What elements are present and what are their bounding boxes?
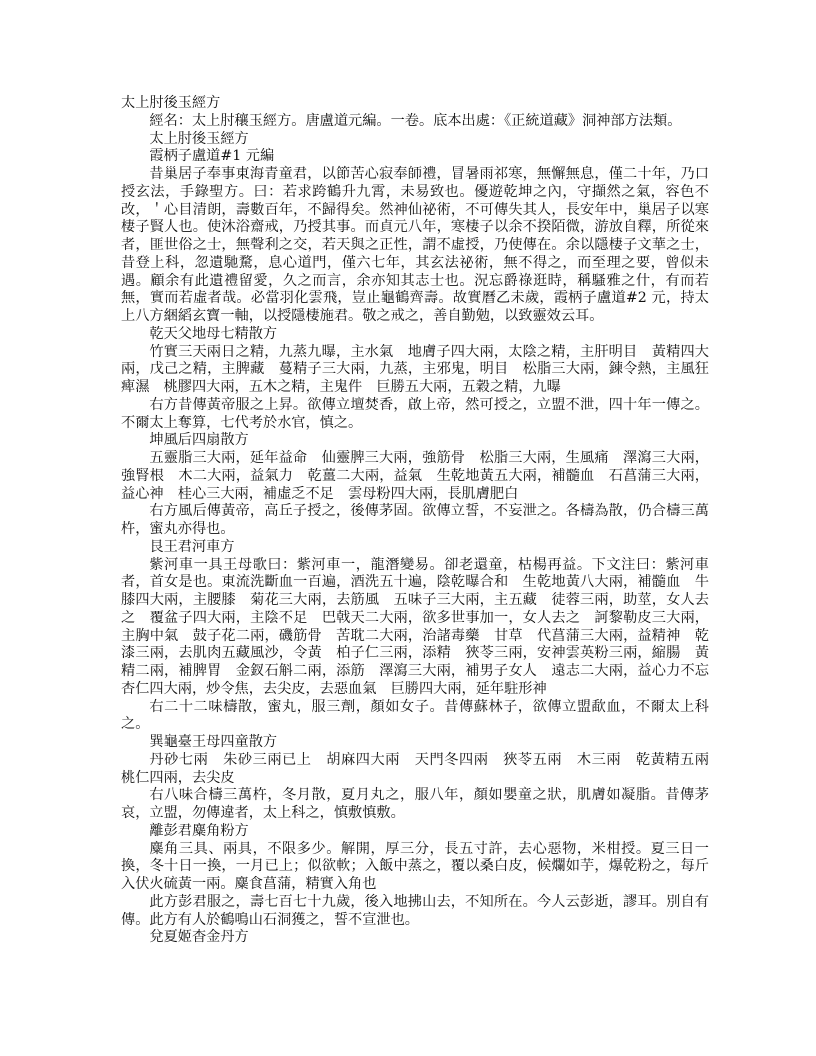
ingredients-paragraph: 竹實三天兩日之精，九蒸九曝，主水氣 地膚子四大兩，太陰之精，主肝明目 黃精四大兩，戊己之精，主脾藏 蔓精子三大兩，九蒸，主邪鬼，明目 松脂三大兩，鍊令熱，主風狂痺濕 桃膠四大兩，五木之精，主鬼件 巨勝五大兩，五穀之精，九曝 — [121, 343, 709, 395]
instructions-paragraph: 右方風后傳黃帝，高丘子授之，後傳茅固。欲傳立誓，不妄泄之。各檮為散，仍合檮三萬杵，蜜丸亦得也。 — [121, 503, 709, 537]
preface-paragraph: 昔巢居子奉事東海青童君，以節苦心寂奉師禮，冒暑雨祁寒，無懈無息，僅二十年，乃口授玄法，手錄聖方。曰：若求跨鶴升九霄，未易致也。優遊乾坤之內，守擷然之氣，容色不改，＇心目清朗，壽數百年，不歸得矣。然神仙祕術，不可傳失其人，長安年中，巢居子以寒棲子賢人也。使沐浴齋戒，乃授其事。而貞元八年，寒棲子以余不揆陌微，游放自釋，所從來者，匪世俗之士，無聲利之交，若天與之正性，謂不虛授，乃使傳在。余以隱棲子文華之士，昔登上科，忽遺馳騖，息心道門，僅六七年，其玄法祕術，無不得之，而至理之要，曾似未遇。顧余有此遺禮留愛，久之而言，余亦知其志士也。況忘爵祿逛時，稱騷雅之什，有而若無，實而若虛者哉。必當羽化雲飛，豈止龜鶴齊壽。故實曆乙未歲，霞柄子盧道#2 元，持太上八方綑縚玄寶一軸，以授隱棲施君。敬之戒之，善自勤勉，以致靈效云耳。 — [121, 166, 709, 324]
instructions-paragraph: 此方彭君服之，壽七百七十九歲，後入地拂山去，不知所在。今人云彭逝，謬耳。別自有傳。此方有人於鶴鳴山石洞獲之，誓不宣泄也。 — [121, 893, 709, 928]
section-heading: 坤風后四扇散方 — [149, 432, 249, 449]
instructions-paragraph: 右二十二味檮散，蜜丸，服三劑，顏如女子。昔傳蘇林子，欲傳立盟歃血，不爾太上科之。 — [121, 698, 709, 733]
document-page — [121, 95, 724, 947]
source-metadata: 經名：太上肘穰玉經方。唐盧道元編。一卷。底本出處：《正統道藏》洞神部方法類。 — [149, 112, 682, 129]
ingredients-paragraph: 麋角三具、兩具，不限多少。解開，厚三分，長五寸許，去心惡物，米柑授。夏三日一換，冬十日一換，一月已上；似欲軟；入飯中蒸之，覆以桑白皮，候爛如芋，爆乾粉之，每斤入伏火硫黃一兩。麋食菖蒲，精實入角也 — [121, 840, 709, 892]
section-heading: 乾天父地母七精散方 — [149, 325, 278, 342]
ingredients-paragraph: 五靈脂三大兩，延年益命 仙靈脾三大兩，強筋骨 松脂三大兩，生風痛 澤瀉三大兩，強腎根 木二大兩，益氣力 乾薑二大兩，益氣 生乾地黃五大兩，補髓血 石菖蒲三大兩，益心神 桂心三大兩，補虛乏不足 雲母粉四大兩，長肌膚肥白 — [121, 450, 709, 502]
section-heading: 離彭君麋角粉方 — [149, 822, 249, 839]
document-title: 太上肘後玉經方 — [121, 95, 221, 111]
ingredients-paragraph: 紫河車一具王母歌曰：紫河車一，龍潛變易。卻老還童，枯楊再益。下文注曰：紫河車者，首女是也。東流洗斷血一百遍，酒洗五十遍，陰乾曝合和 生乾地黃八大兩，補髓血 牛膝四大兩，主腰膝 菊花三大兩，去筋風 五味子三大兩，主五藏 徒蓉三兩，助莖，女人去之 覆盆子四大兩，主陰不足 巴戟天二大兩，欲多世事加一，女人去之 訶黎勒皮三大兩，主胸中氣 鼓子花二兩，磯筋骨 苦耽二大兩，治諸毒藥 甘草 代菖蒲三大兩，益精神 乾漆三兩，去肌肉五藏風沙，令黃 柏子仁三兩，添精 狹苓三兩，安神雲英粉三兩，縮腸 黃精二兩，補脾胃 金釵石斛二兩，添筋 澤瀉三大兩，補男子女人 遠志二大兩，益心力不忘 杏仁四大兩，炒令焦，去尖皮，去惡血氣 巨勝四大兩，延年駐形神 — [121, 556, 724, 697]
editor-credit: 霞柄子盧道#1 元編 — [149, 148, 275, 165]
ingredients-paragraph: 丹砂七兩 朱砂三兩已上 胡麻四大兩 天門冬四兩 狹苓五兩 木三兩 乾黃精五兩 桃仁四兩，去尖皮 — [121, 751, 724, 786]
section-heading: 艮王君河車方 — [149, 538, 235, 555]
instructions-paragraph: 右方昔傳黃帝服之上昇。欲傳立壇焚香，啟上帝，然可授之，立盟不泄，四十年一傳之。不爾太上奪算，七代考於水官，慎之。 — [121, 396, 709, 431]
section-heading: 巽龜臺王母四童散方 — [149, 734, 278, 750]
section-heading: 兌夏姬杳金丹方 — [149, 929, 249, 946]
section-heading: 太上肘後玉經方 — [149, 130, 249, 147]
instructions-paragraph: 右八味合檮三萬杵，冬月散，夏月丸之，服八年，顏如嬰童之狀，肌膚如凝脂。昔傳茅哀，立盟，勿傳違者，太上科之，慎敷慎敷。 — [121, 787, 709, 821]
